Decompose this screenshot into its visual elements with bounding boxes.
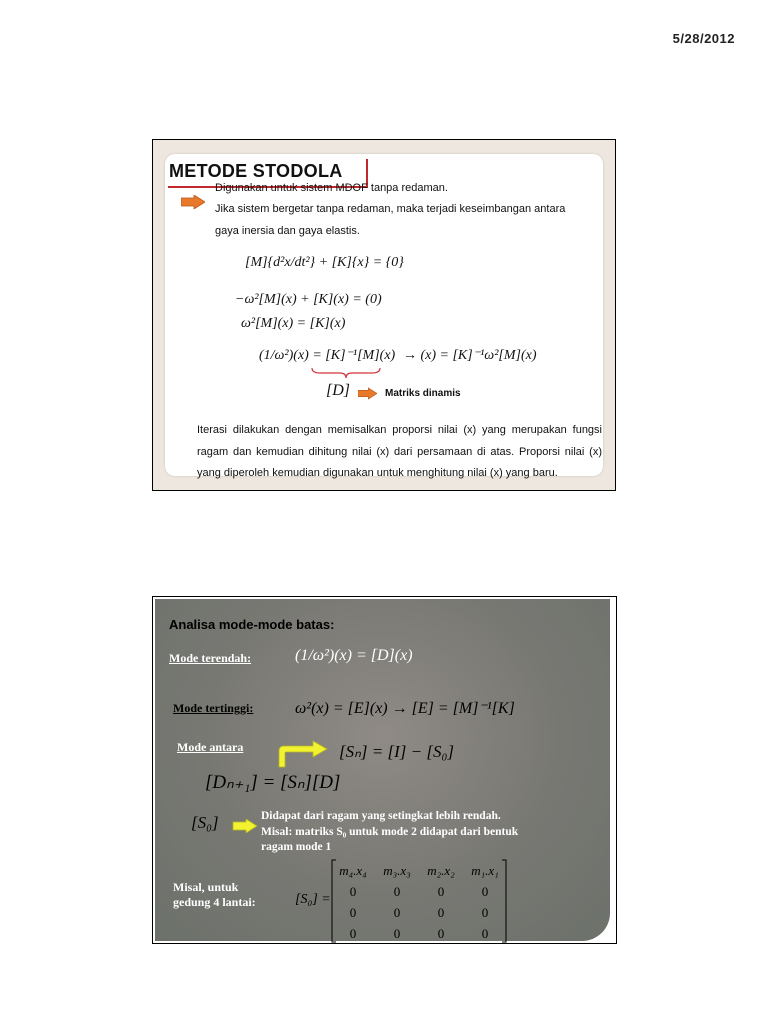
orange-arrow-icon (358, 387, 377, 400)
equation-3: ω²[M](x) = [K](x) (241, 316, 346, 331)
matriks-dinamis-label: Matriks dinamis (385, 388, 461, 399)
equation-5: → (x) = [K]⁻¹ω²[M](x) (403, 348, 537, 363)
page-date: 5/28/2012 (672, 31, 735, 46)
matrix-header-cell: m₃.x₃ (383, 863, 411, 878)
mode-tertinggi-label: Mode tertinggi: (173, 701, 254, 715)
intro-line-1: Digunakan untuk sistem MDOF tanpa redaman. (215, 182, 448, 194)
s0-description-line-1: Didapat dari ragam yang setingkat lebih rendah. (261, 810, 501, 822)
sn-equation: [Sₙ] = [I] − [S₀] (339, 742, 454, 761)
equation-2: −ω²[M](x) + [K](x) = (0) (235, 292, 382, 307)
matrix-cell: 0 (393, 905, 401, 920)
slide2-title: Analisa mode-mode batas: (169, 617, 335, 632)
intro-line-2: Jika sistem bergetar tanpa redaman, maka terjadi keseimbangan antara (215, 203, 566, 215)
s0-matrix-equals: [S₀] = (295, 892, 331, 907)
misal-label-line-1: Misal, untuk (173, 880, 239, 894)
matrix-cell: 0 (481, 926, 489, 941)
mode-antara-label: Mode antara (177, 740, 244, 754)
equation-4: (1/ω²)(x) = [K]⁻¹[M](x) (259, 348, 396, 363)
underbrace-icon (310, 366, 382, 380)
iteration-paragraph: Iterasi dilakukan dengan memisalkan proporsi nilai (x) yang merupakan fungsi ragam dan kemudian dihitung nilai (x) dari persamaan di atas. Proporsi nilai (x) yang diperoleh kemudian digunakan untuk menghitung nilai (x) yang baru. (197, 424, 602, 479)
orange-arrow-icon (181, 195, 205, 209)
yellow-arrow-icon (231, 819, 259, 833)
s0-description (261, 809, 611, 856)
slide1-title: METODE STODOLA (169, 161, 343, 181)
equation-1: [M]{d²x/dt²} + [K]{x} = {0} (245, 255, 404, 270)
mode-terendah-label: Mode terendah: (169, 651, 252, 665)
intro-line-3: gaya inersia dan gaya elastis. (215, 225, 360, 237)
matrix-header-cell: m₄.x₄ (339, 863, 367, 878)
matrix-cell: 0 (481, 884, 489, 899)
matrix-cell: 0 (349, 884, 357, 899)
matrix-cell: 0 (437, 926, 445, 941)
matrix-cell: 0 (393, 926, 401, 941)
matrix-cell: 0 (481, 905, 489, 920)
mode-terendah-equation: (1/ω²)(x) = [D](x) (295, 647, 413, 664)
matrix-cell: 0 (393, 884, 401, 899)
matrix-header-cell: m₁.x₁ (471, 863, 499, 878)
slide-metode-stodola (152, 139, 616, 491)
slide2-content-panel (155, 599, 610, 941)
misal-label (173, 880, 256, 910)
matrix-cell: 0 (437, 884, 445, 899)
slide-analisa-mode (152, 596, 617, 944)
matrix-cell: 0 (349, 926, 357, 941)
s0-description-line-2: Misal: matriks S₀ untuk mode 2 didapat dari bentuk (261, 825, 519, 838)
dn-equation: [Dₙ₊₁] = [Sₙ][D] (205, 772, 341, 793)
mode-tertinggi-equation: ω²(x) = [E](x) → [E] = [M]⁻¹[K] (295, 700, 515, 717)
d-matrix-symbol: [D] (326, 382, 351, 399)
s0-matrix (331, 859, 507, 943)
s0-description-line-3: ragam mode 1 (261, 841, 332, 853)
matrix-cell: 0 (437, 905, 445, 920)
misal-label-line-2: gedung 4 lantai: (173, 895, 256, 909)
matrix-header-cell: m₂.x₂ (427, 863, 455, 878)
matrix-cell: 0 (349, 905, 357, 920)
curved-arrow-icon (275, 739, 329, 769)
slide1-content-panel (165, 154, 603, 479)
s0-symbol: [S₀] (191, 813, 219, 832)
